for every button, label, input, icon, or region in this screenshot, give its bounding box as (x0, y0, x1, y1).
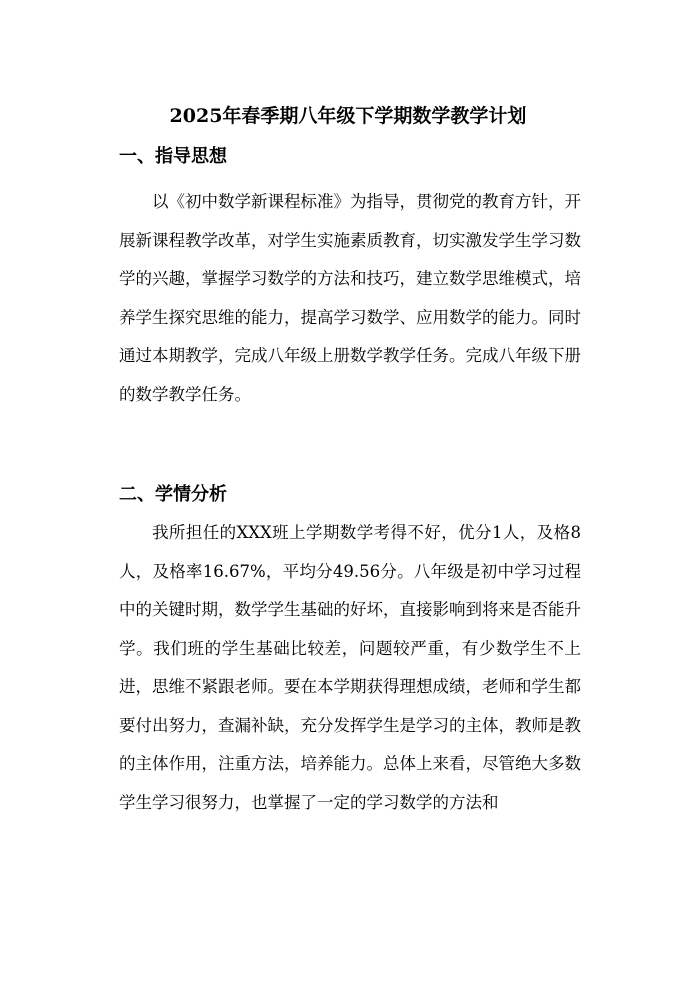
section-paragraph-guiding-ideology: 以《初中数学新课程标准》为指导，贯彻党的教育方针，开展新课程教学改革，对学生实施素质教育，切实激发学生学习数学的兴趣，掌握学习数学的方法和技巧，建立数学思维模式，培养学生探究思维的能力，提高学习数学、应用数学的能力。同时通过本期教学，完成八年级上册数学教学任务。完成八年级下册的数学教学任务。 (119, 192, 581, 404)
section-heading-student-analysis: 二、学情分析 (119, 484, 227, 505)
section-paragraph-student-analysis: 我所担任的XXX班上学期数学考得不好，优分1人，及格8人，及格率16.67%，平均分49.56分。八年级是初中学习过程中的关键时期，数学学生基础的好坏，直接影响到将来是否能升学。我们班的学生基础比较差，问题较严重，有少数学生不上进，思维不紧跟老师。要在本学期获得理想成绩，老师和学生都要付出努力，查漏补缺，充分发挥学生是学习的主体，教师是教的主体作用，注重方法，培养能力。总体上来看，尽管绝大多数学生学习很努力，也掌握了一定的学习数学的方法和 (119, 523, 581, 812)
section-heading-guiding-ideology: 一、指导思想 (119, 146, 227, 167)
document-title: 2025年春季期八年级下学期数学教学计划 (169, 105, 527, 127)
